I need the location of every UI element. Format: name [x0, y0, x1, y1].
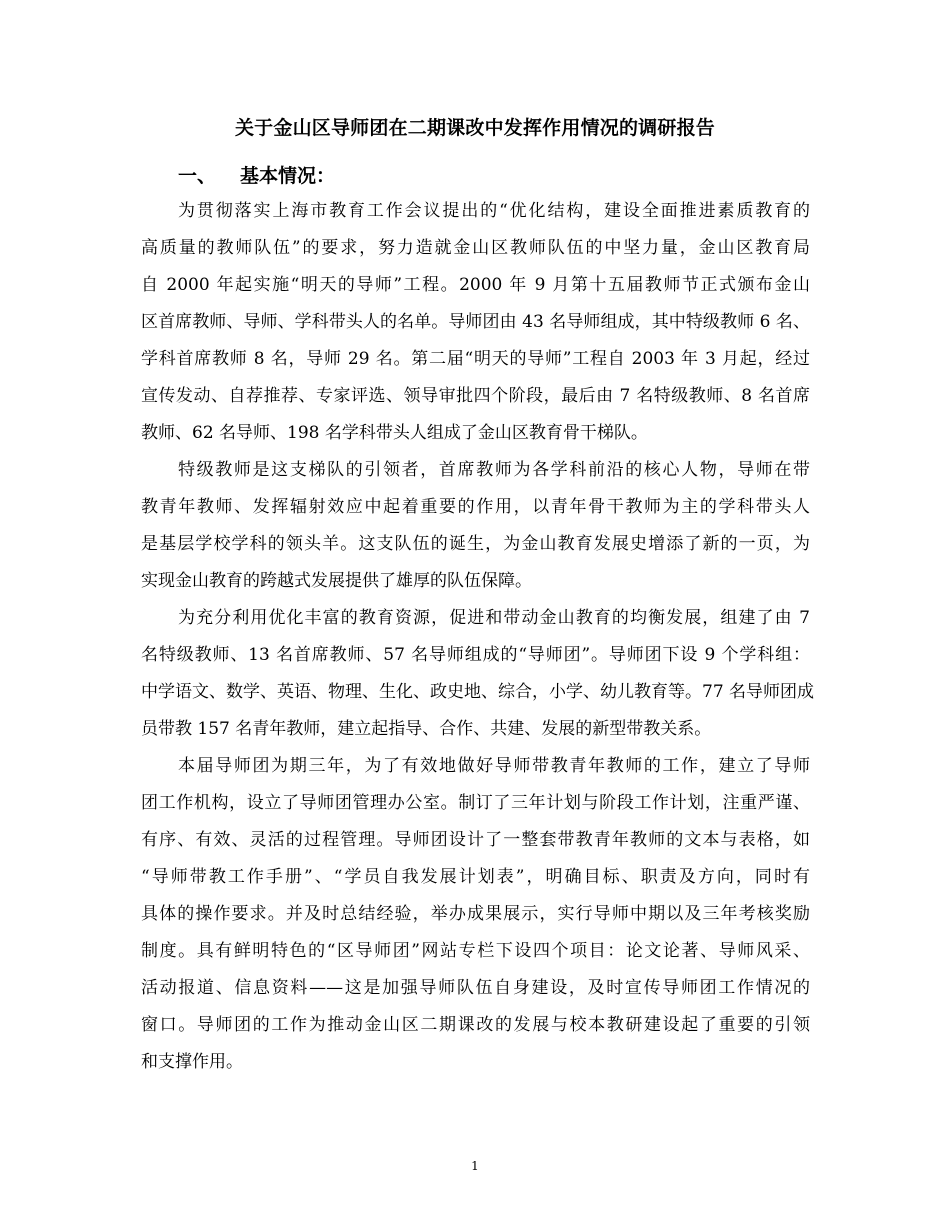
text-line: 本届导师团为期三年，为了有效地做好导师带教青年教师的工作，建立了导师 — [178, 756, 810, 776]
text-line: 名特级教师、13 名首席教师、57 名导师组成的“导师团”。导师团下设 9 个学科组： — [141, 645, 810, 665]
text-line: 制度。具有鲜明特色的“区导师团”网站专栏下设四个项目：论文论著、导师风采、 — [141, 941, 810, 961]
text-line: 区首席教师、导师、学科带头人的名单。导师团由 43 名导师组成，其中特级教师 6 名、 — [141, 312, 810, 332]
text-line: 为贯彻落实上海市教育工作会议提出的“优化结构，建设全面推进素质教育的 — [178, 201, 810, 221]
section-heading — [178, 162, 335, 190]
text-line: 和支撑作用。 — [141, 1052, 243, 1072]
text-line: 员带教 157 名青年教师，建立起指导、合作、共建、发展的新型带教关系。 — [141, 719, 712, 739]
text-line: 具体的操作要求。并及时总结经验，举办成果展示，实行导师中期以及三年考核奖励 — [141, 904, 810, 924]
text-line: 为充分利用优化丰富的教育资源，促进和带动金山教育的均衡发展，组建了由 7 — [178, 608, 810, 628]
text-line: 教青年教师、发挥辐射效应中起着重要的作用，以青年骨干教师为主的学科带头人 — [141, 497, 810, 517]
section-number: 一、 — [178, 165, 217, 187]
text-line: 中学语文、数学、英语、物理、生化、政史地、综合，小学、幼儿教育等。77 名导师团成 — [141, 682, 815, 702]
text-line: 团工作机构，设立了导师团管理办公室。制订了三年计划与阶段工作计划，注重严谨、 — [141, 793, 810, 813]
text-line: 自 2000 年起实施“明天的导师”工程。2000 年 9 月第十五届教师节正式颁布金山 — [141, 275, 810, 295]
text-line: 宣传发动、自荐推荐、专家评选、领导审批四个阶段，最后由 7 名特级教师、8 名首席 — [141, 386, 810, 406]
document-title: 关于金山区导师团在二期课改中发挥作用情况的调研报告 — [234, 117, 715, 139]
text-line: 教师、62 名导师、198 名学科带头人组成了金山区教育骨干梯队。 — [141, 423, 648, 443]
text-line: 学科首席教师 8 名，导师 29 名。第二届“明天的导师”工程自 2003 年 3 月起，经过 — [141, 349, 810, 369]
text-line: 实现金山教育的跨越式发展提供了雄厚的队伍保障。 — [141, 571, 532, 591]
text-line: 窗口。导师团的工作为推动金山区二期课改的发展与校本教研建设起了重要的引领 — [141, 1015, 810, 1035]
page-number: 1 — [471, 1159, 479, 1173]
text-line: 是基层学校学科的领头羊。这支队伍的诞生，为金山教育发展史增添了新的一页，为 — [141, 534, 810, 554]
text-line: “导师带教工作手册”、“学员自我发展计划表”，明确目标、职责及方向，同时有 — [141, 867, 810, 887]
section-title: 基本情况： — [240, 165, 336, 187]
text-line: 高质量的教师队伍”的要求，努力造就金山区教师队伍的中坚力量，金山区教育局 — [141, 238, 810, 258]
text-line: 特级教师是这支梯队的引领者，首席教师为各学科前沿的核心人物，导师在带 — [178, 460, 810, 480]
text-line: 有序、有效、灵活的过程管理。导师团设计了一整套带教青年教师的文本与表格，如 — [141, 830, 810, 850]
text-line: 活动报道、信息资料——这是加强导师队伍自身建设，及时宣传导师团工作情况的 — [141, 978, 810, 998]
